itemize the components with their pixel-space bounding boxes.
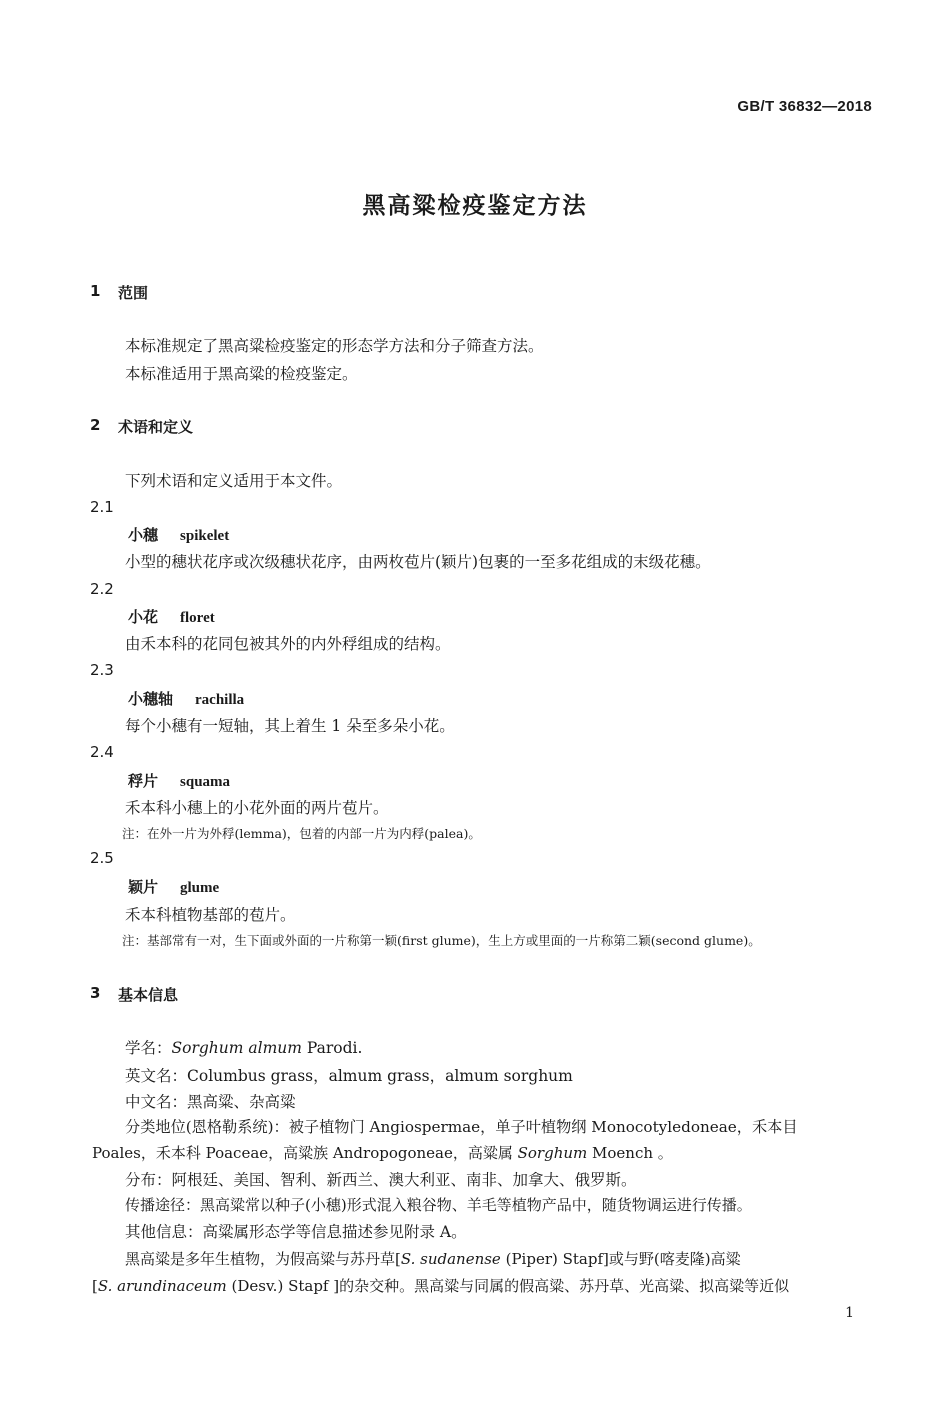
transmission: 传播途径：黑高粱常以种子(小穗)形式混入粮谷物、羊毛等植物产品中，随货物调运进行传播。 (125, 1196, 752, 1214)
page-number: 1 (845, 1305, 854, 1321)
section-3-number: 3 (90, 984, 101, 1002)
scientific-name: 学名：Sorghum almum Parodi. (125, 1039, 363, 1057)
term-note: 注：基部常有一对，生下面或外面的一片称第一颖(first glume)，生上方或里面的一片称第二颖(second glume)。 (122, 933, 761, 948)
english-name: 英文名：Columbus grass，almum grass，almum sorghum (125, 1067, 573, 1085)
section-2-number: 2 (90, 416, 101, 434)
term-heading (128, 524, 229, 545)
description-line-1: 黑高粱是多年生植物，为假高粱与苏丹草[S. sudanense (Piper) Stapf]或与野(喀麦隆)高粱 (125, 1250, 741, 1268)
term-en: glume (180, 880, 220, 896)
term-definition: 由禾本科的花同包被其外的内外稃组成的结构。 (125, 635, 451, 653)
term-number: 2.3 (90, 661, 114, 679)
term-definition: 禾本科植物基部的苞片。 (125, 906, 296, 924)
term-definition: 小型的穗状花序或次级穗状花序，由两枚苞片(颖片)包裹的一至多花组成的末级花穗。 (125, 553, 711, 571)
term-zh: 小穗 (128, 526, 159, 544)
term-zh: 颖片 (128, 878, 159, 896)
section-3-title: 基本信息 (118, 986, 179, 1004)
standard-number: GB/T 36832—2018 (737, 98, 872, 115)
document-title: 黑高粱检疫鉴定方法 (362, 193, 588, 219)
term-definition: 禾本科小穗上的小花外面的两片苞片。 (125, 799, 389, 817)
section-2-title: 术语和定义 (118, 418, 194, 436)
distribution: 分布：阿根廷、美国、智利、新西兰、澳大利亚、南非、加拿大、俄罗斯。 (125, 1171, 637, 1189)
term-heading (128, 770, 230, 791)
term-heading (128, 688, 244, 709)
term-number: 2.1 (90, 498, 114, 516)
taxonomy-line-1: 分类地位(恩格勒系统)：被子植物门 Angiospermae，单子叶植物纲 Monocotyledoneae，禾本目 (125, 1118, 798, 1136)
term-definition: 每个小穗有一短轴，其上着生 1 朵至多朵小花。 (125, 717, 455, 735)
term-zh: 小穗轴 (128, 690, 174, 708)
term-en: floret (180, 610, 215, 626)
section-1-paragraph: 本标准适用于黑高粱的检疫鉴定。 (125, 365, 358, 383)
section-1-number: 1 (90, 282, 101, 300)
description-line-2: [S. arundinaceum (Desv.) Stapf ]的杂交种。黑高粱与同属的假高粱、苏丹草、光高粱、拟高粱等近似 (92, 1277, 790, 1295)
section-1-paragraph: 本标准规定了黑高粱检疫鉴定的形态学方法和分子筛查方法。 (125, 337, 544, 355)
term-number: 2.5 (90, 849, 114, 867)
term-en: squama (180, 774, 231, 790)
term-number: 2.4 (90, 743, 114, 761)
section-2-intro: 下列术语和定义适用于本文件。 (125, 472, 343, 490)
taxonomy-line-2: Poales，禾本科 Poaceae，高粱族 Andropogoneae，高粱属 Sorghum Moench 。 (92, 1144, 673, 1162)
other-info: 其他信息：高粱属形态学等信息描述参见附录 A。 (125, 1223, 467, 1241)
term-en: spikelet (180, 528, 230, 544)
term-note: 注：在外一片为外稃(lemma)，包着的内部一片为内稃(palea)。 (122, 826, 481, 841)
section-1-title: 范围 (118, 284, 149, 302)
term-zh: 小花 (128, 608, 159, 626)
chinese-name: 中文名：黑高粱、杂高粱 (125, 1093, 296, 1111)
term-en: rachilla (195, 692, 245, 708)
term-heading (128, 876, 219, 897)
term-number: 2.2 (90, 580, 114, 598)
term-heading (128, 606, 215, 627)
term-zh: 稃片 (128, 772, 159, 790)
